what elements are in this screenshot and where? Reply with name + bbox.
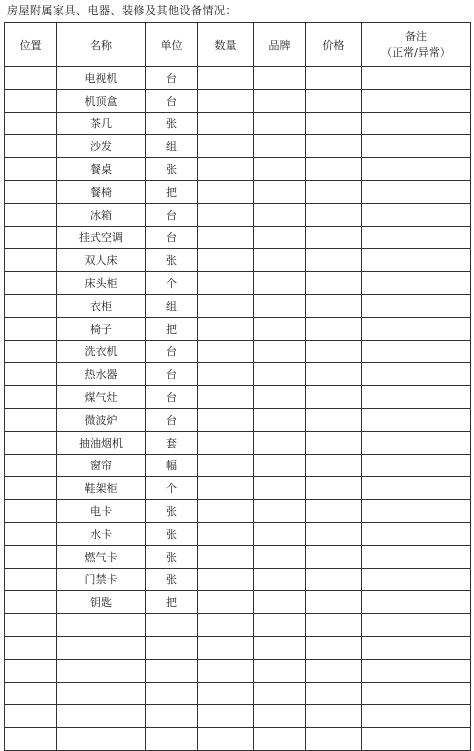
cell-remark: [362, 226, 471, 249]
cell-brand: [254, 431, 306, 454]
cell-quantity: [198, 568, 254, 591]
cell-remark: [362, 591, 471, 614]
cell-brand: [254, 659, 306, 682]
cell-name: 床头柜: [57, 272, 146, 295]
cell-unit: 台: [146, 226, 198, 249]
cell-price: [306, 112, 362, 135]
cell-position: [5, 500, 57, 523]
cell-quantity: [198, 545, 254, 568]
table-row: [5, 180, 471, 203]
cell-position: [5, 226, 57, 249]
cell-remark: [362, 203, 471, 226]
cell-price: [306, 636, 362, 659]
cell-position: [5, 294, 57, 317]
cell-brand: [254, 203, 306, 226]
cell-quantity: [198, 158, 254, 181]
table-row: [5, 705, 471, 728]
cell-quantity: [198, 135, 254, 158]
cell-price: [306, 226, 362, 249]
cell-price: [306, 408, 362, 431]
table-row: [5, 431, 471, 454]
cell-position: [5, 386, 57, 409]
cell-unit: [146, 659, 198, 682]
table-row: [5, 500, 471, 523]
cell-brand: [254, 363, 306, 386]
cell-unit: 台: [146, 203, 198, 226]
cell-remark: [362, 477, 471, 500]
cell-quantity: [198, 636, 254, 659]
cell-name: 煤气灶: [57, 386, 146, 409]
cell-name: 门禁卡: [57, 568, 146, 591]
cell-quantity: [198, 226, 254, 249]
cell-price: [306, 135, 362, 158]
cell-remark: [362, 67, 471, 90]
cell-name: 窗帘: [57, 454, 146, 477]
cell-unit: 张: [146, 249, 198, 272]
cell-remark: [362, 363, 471, 386]
cell-position: [5, 454, 57, 477]
cell-brand: [254, 591, 306, 614]
cell-quantity: [198, 203, 254, 226]
cell-position: [5, 728, 57, 751]
table-row: [5, 659, 471, 682]
cell-remark: [362, 682, 471, 705]
cell-quantity: [198, 522, 254, 545]
table-row: [5, 317, 471, 340]
cell-quantity: [198, 728, 254, 751]
cell-brand: [254, 272, 306, 295]
cell-position: [5, 682, 57, 705]
cell-name: 挂式空调: [57, 226, 146, 249]
cell-quantity: [198, 408, 254, 431]
cell-position: [5, 408, 57, 431]
cell-unit: 幅: [146, 454, 198, 477]
cell-name: 钥匙: [57, 591, 146, 614]
cell-remark: [362, 728, 471, 751]
header-name: 名称: [57, 23, 146, 67]
cell-brand: [254, 705, 306, 728]
cell-quantity: [198, 67, 254, 90]
cell-unit: 台: [146, 340, 198, 363]
cell-brand: [254, 454, 306, 477]
header-remark: [362, 23, 471, 67]
cell-quantity: [198, 659, 254, 682]
cell-unit: 张: [146, 158, 198, 181]
cell-position: [5, 203, 57, 226]
cell-brand: [254, 408, 306, 431]
cell-brand: [254, 614, 306, 637]
header-quantity: 数量: [198, 23, 254, 67]
cell-brand: [254, 294, 306, 317]
table-row: [5, 682, 471, 705]
cell-brand: [254, 249, 306, 272]
cell-brand: [254, 158, 306, 181]
cell-remark: [362, 659, 471, 682]
document-title: 房屋附属家具、电器、装修及其他设备情况：: [7, 4, 237, 17]
cell-position: [5, 158, 57, 181]
table-row: [5, 67, 471, 90]
cell-remark: [362, 340, 471, 363]
cell-remark: [362, 431, 471, 454]
cell-quantity: [198, 363, 254, 386]
cell-name: [57, 614, 146, 637]
cell-price: [306, 180, 362, 203]
table-row: [5, 226, 471, 249]
table-row: [5, 294, 471, 317]
cell-price: [306, 67, 362, 90]
table-row: [5, 158, 471, 181]
table-row: [5, 568, 471, 591]
cell-brand: [254, 522, 306, 545]
table-row: [5, 636, 471, 659]
cell-position: [5, 363, 57, 386]
cell-position: [5, 522, 57, 545]
cell-remark: [362, 522, 471, 545]
cell-position: [5, 659, 57, 682]
cell-unit: 组: [146, 135, 198, 158]
cell-name: 椅子: [57, 317, 146, 340]
cell-name: 双人床: [57, 249, 146, 272]
cell-quantity: [198, 180, 254, 203]
cell-position: [5, 591, 57, 614]
cell-price: [306, 317, 362, 340]
cell-brand: [254, 568, 306, 591]
cell-remark: [362, 500, 471, 523]
cell-price: [306, 272, 362, 295]
cell-price: [306, 386, 362, 409]
table-row: [5, 249, 471, 272]
cell-unit: [146, 614, 198, 637]
cell-price: [306, 591, 362, 614]
cell-unit: 张: [146, 545, 198, 568]
cell-name: 热水器: [57, 363, 146, 386]
header-unit: 单位: [146, 23, 198, 67]
cell-name: 电卡: [57, 500, 146, 523]
cell-brand: [254, 226, 306, 249]
cell-name: 茶几: [57, 112, 146, 135]
cell-brand: [254, 386, 306, 409]
cell-price: [306, 158, 362, 181]
cell-name: 燃气卡: [57, 545, 146, 568]
table-row: [5, 272, 471, 295]
cell-remark: [362, 112, 471, 135]
cell-unit: 台: [146, 363, 198, 386]
table-row: [5, 591, 471, 614]
table-row: [5, 89, 471, 112]
cell-name: 电视机: [57, 67, 146, 90]
cell-price: [306, 522, 362, 545]
table-body: [5, 67, 471, 751]
cell-price: [306, 294, 362, 317]
cell-remark: [362, 408, 471, 431]
cell-quantity: [198, 682, 254, 705]
cell-quantity: [198, 317, 254, 340]
cell-name: 水卡: [57, 522, 146, 545]
cell-unit: 把: [146, 591, 198, 614]
cell-brand: [254, 317, 306, 340]
cell-brand: [254, 728, 306, 751]
cell-brand: [254, 135, 306, 158]
cell-remark: [362, 705, 471, 728]
cell-brand: [254, 682, 306, 705]
cell-position: [5, 112, 57, 135]
table-row: [5, 363, 471, 386]
header-row: [5, 23, 471, 67]
table-row: [5, 386, 471, 409]
table-row: [5, 135, 471, 158]
cell-name: 餐椅: [57, 180, 146, 203]
cell-price: [306, 89, 362, 112]
table-row: [5, 477, 471, 500]
cell-name: 餐桌: [57, 158, 146, 181]
cell-remark: [362, 614, 471, 637]
cell-unit: 组: [146, 294, 198, 317]
table-row: [5, 112, 471, 135]
cell-brand: [254, 477, 306, 500]
cell-brand: [254, 89, 306, 112]
cell-quantity: [198, 705, 254, 728]
cell-position: [5, 636, 57, 659]
cell-position: [5, 545, 57, 568]
cell-price: [306, 728, 362, 751]
cell-unit: 张: [146, 568, 198, 591]
cell-unit: 把: [146, 317, 198, 340]
cell-price: [306, 545, 362, 568]
header-price: 价格: [306, 23, 362, 67]
cell-unit: [146, 682, 198, 705]
cell-price: [306, 705, 362, 728]
cell-name: [57, 659, 146, 682]
header-remark-subtitle: （正常/异常）: [381, 45, 451, 59]
cell-brand: [254, 636, 306, 659]
cell-unit: [146, 636, 198, 659]
cell-unit: 张: [146, 522, 198, 545]
table-row: [5, 203, 471, 226]
cell-position: [5, 135, 57, 158]
cell-quantity: [198, 431, 254, 454]
header-brand: 品牌: [254, 23, 306, 67]
cell-quantity: [198, 249, 254, 272]
cell-name: 抽油烟机: [57, 431, 146, 454]
table-row: [5, 454, 471, 477]
cell-unit: [146, 728, 198, 751]
cell-unit: 台: [146, 67, 198, 90]
cell-position: [5, 67, 57, 90]
cell-name: 洗衣机: [57, 340, 146, 363]
cell-brand: [254, 545, 306, 568]
cell-name: 鞋架柜: [57, 477, 146, 500]
cell-price: [306, 340, 362, 363]
cell-position: [5, 431, 57, 454]
cell-quantity: [198, 272, 254, 295]
cell-position: [5, 272, 57, 295]
cell-price: [306, 454, 362, 477]
cell-quantity: [198, 294, 254, 317]
cell-quantity: [198, 454, 254, 477]
cell-quantity: [198, 477, 254, 500]
cell-brand: [254, 340, 306, 363]
cell-remark: [362, 636, 471, 659]
cell-quantity: [198, 89, 254, 112]
header-remark-title: 备注: [405, 29, 427, 43]
cell-unit: 张: [146, 500, 198, 523]
table-row: [5, 408, 471, 431]
cell-unit: 个: [146, 272, 198, 295]
table-row: [5, 614, 471, 637]
cell-remark: [362, 272, 471, 295]
cell-brand: [254, 500, 306, 523]
table-row: [5, 340, 471, 363]
cell-position: [5, 340, 57, 363]
cell-unit: 套: [146, 431, 198, 454]
cell-unit: [146, 705, 198, 728]
cell-position: [5, 249, 57, 272]
table-row: [5, 545, 471, 568]
cell-quantity: [198, 112, 254, 135]
cell-name: 沙发: [57, 135, 146, 158]
cell-name: [57, 636, 146, 659]
cell-position: [5, 180, 57, 203]
cell-name: [57, 682, 146, 705]
cell-quantity: [198, 591, 254, 614]
cell-remark: [362, 568, 471, 591]
cell-name: 冰箱: [57, 203, 146, 226]
inventory-table: [4, 22, 471, 751]
cell-price: [306, 682, 362, 705]
cell-remark: [362, 386, 471, 409]
cell-remark: [362, 454, 471, 477]
cell-quantity: [198, 386, 254, 409]
table-row: [5, 728, 471, 751]
cell-unit: 个: [146, 477, 198, 500]
cell-brand: [254, 112, 306, 135]
cell-unit: 台: [146, 408, 198, 431]
cell-price: [306, 431, 362, 454]
cell-position: [5, 568, 57, 591]
cell-position: [5, 477, 57, 500]
header-position: 位置: [5, 23, 57, 67]
cell-unit: 张: [146, 112, 198, 135]
cell-unit: 台: [146, 89, 198, 112]
cell-name: [57, 728, 146, 751]
cell-quantity: [198, 340, 254, 363]
cell-brand: [254, 180, 306, 203]
cell-price: [306, 659, 362, 682]
cell-name: 机顶盒: [57, 89, 146, 112]
cell-price: [306, 363, 362, 386]
cell-remark: [362, 89, 471, 112]
table-row: [5, 522, 471, 545]
cell-unit: 把: [146, 180, 198, 203]
cell-remark: [362, 135, 471, 158]
cell-quantity: [198, 614, 254, 637]
cell-price: [306, 568, 362, 591]
cell-remark: [362, 294, 471, 317]
cell-unit: 台: [146, 386, 198, 409]
cell-remark: [362, 317, 471, 340]
cell-price: [306, 614, 362, 637]
cell-position: [5, 705, 57, 728]
cell-remark: [362, 158, 471, 181]
cell-remark: [362, 249, 471, 272]
cell-remark: [362, 180, 471, 203]
cell-quantity: [198, 500, 254, 523]
cell-position: [5, 89, 57, 112]
cell-price: [306, 477, 362, 500]
cell-name: [57, 705, 146, 728]
cell-remark: [362, 545, 471, 568]
cell-brand: [254, 67, 306, 90]
cell-name: 微波炉: [57, 408, 146, 431]
cell-price: [306, 500, 362, 523]
cell-price: [306, 249, 362, 272]
cell-position: [5, 317, 57, 340]
cell-position: [5, 614, 57, 637]
cell-price: [306, 203, 362, 226]
cell-name: 衣柜: [57, 294, 146, 317]
